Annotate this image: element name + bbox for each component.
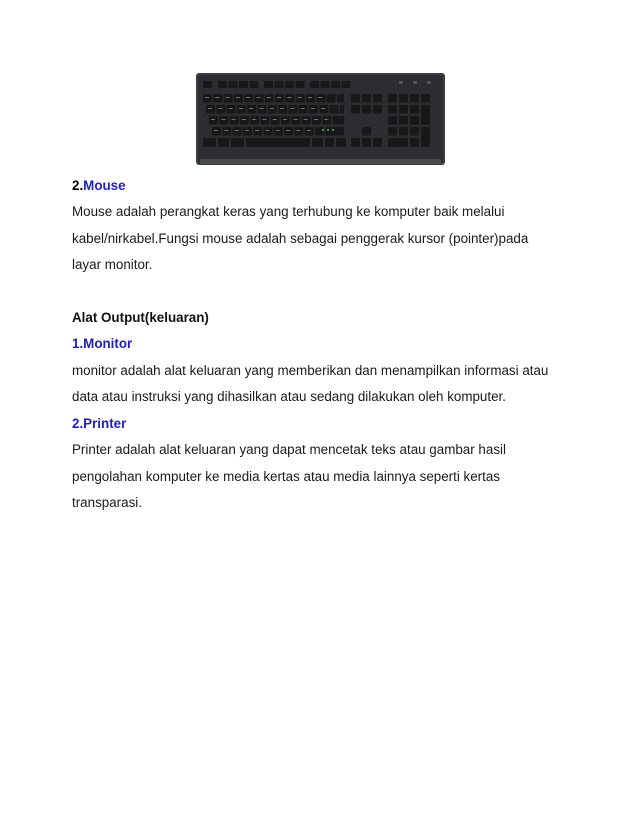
monitor-paragraph-line-1: monitor adalah alat keluaran yang memberikan dan menampilkan informasi atau [72,363,549,378]
printer-heading: 2.Printer [72,416,127,431]
mouse-paragraph-line-3: layar monitor. [72,257,153,272]
monitor-heading: 1.Monitor [72,336,133,351]
printer-paragraph-line-2: pengolahan komputer ke media kertas atau media lainnya seperti kertas [72,469,501,484]
mouse-heading-number: 2. [72,178,84,193]
mouse-paragraph-line-1: Mouse adalah perangkat keras yang terhubung ke komputer baik melalui [72,204,505,219]
monitor-paragraph-line-2: data atau instruksi yang dihasilkan atau sedang dilakukan oleh komputer. [72,389,506,404]
printer-paragraph-line-1: Printer adalah alat keluaran yang dapat mencetak teks atau gambar hasil [72,442,506,457]
mouse-heading [72,173,126,200]
keyboard-icon [196,73,445,165]
printer-paragraph-line-3: transparasi. [72,495,142,510]
mouse-heading-label: Mouse [83,178,126,193]
mouse-paragraph-line-2: kabel/nirkabel.Fungsi mouse adalah sebagai penggerak kursor (pointer)pada [72,231,529,246]
output-heading: Alat Output(keluaran) [72,310,209,325]
keyboard-image [196,73,445,165]
